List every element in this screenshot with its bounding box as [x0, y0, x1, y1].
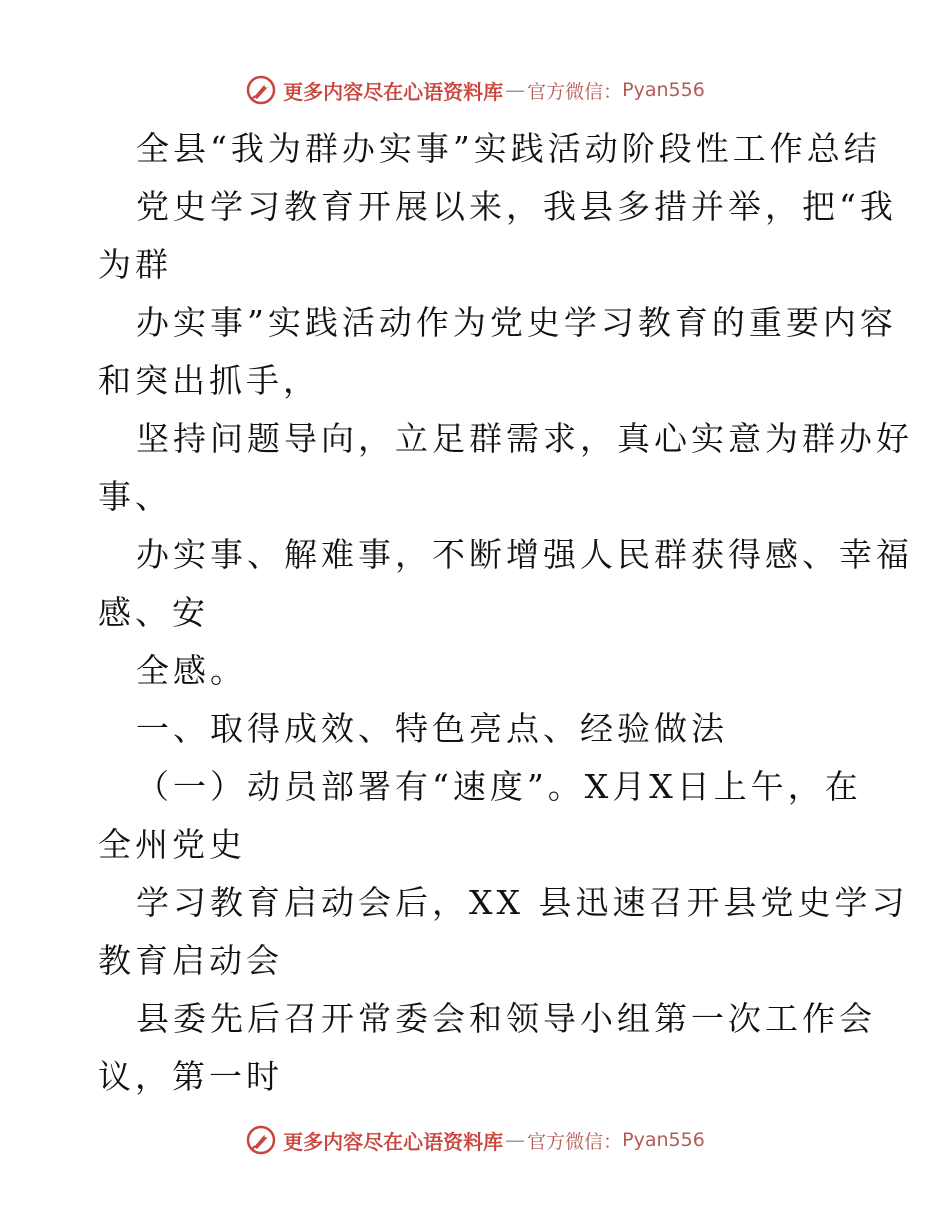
banner-handle: Pyan556	[622, 79, 705, 101]
body-line: 和突出抓手，	[98, 361, 320, 400]
banner-wechat-label: 官方微信：	[527, 80, 623, 103]
pen-nib-logo-icon	[245, 1124, 277, 1156]
subsection-heading-line: （一）动员部署有“速度”。X月X日上午，在	[136, 767, 862, 806]
header-watermark-banner	[0, 70, 950, 110]
body-line: 全感。	[136, 651, 247, 690]
body-line: 为群	[98, 245, 172, 284]
body-line: 学习教育启动会后，XX 县迅速召开县党史学习	[136, 883, 909, 922]
body-line: 县委先后召开常委会和领导小组第一次工作会	[136, 999, 876, 1038]
document-title: 全县“我为群办实事”实践活动阶段性工作总结	[136, 129, 881, 168]
body-line: 事、	[98, 477, 172, 516]
body-line: 教育启动会	[98, 941, 283, 980]
body-line: 办实事”实践活动作为党史学习教育的重要内容	[136, 303, 897, 342]
body-line: 议，第一时	[98, 1057, 283, 1096]
body-line: 党史学习教育开展以来，我县多措并举，把“我	[136, 187, 897, 226]
section-heading: 一、取得成效、特色亮点、经验做法	[136, 709, 728, 748]
pen-nib-logo-icon	[245, 74, 277, 106]
body-line: 全州党史	[98, 825, 246, 864]
banner-handle: Pyan556	[622, 1129, 705, 1151]
body-line: 坚持问题导向，立足群需求，真心实意为群办好	[136, 419, 913, 458]
body-line: 办实事、解难事，不断增强人民群获得感、幸福	[136, 535, 913, 574]
banner-wechat-label: 官方微信：	[527, 1130, 623, 1153]
banner-separator: —	[505, 78, 526, 102]
banner-site-text: 更多内容尽在心语资料库	[283, 79, 504, 104]
banner-site-text: 更多内容尽在心语资料库	[283, 1129, 504, 1154]
body-line: 感、安	[98, 593, 209, 632]
document-body	[98, 120, 913, 1106]
banner-separator: —	[505, 1128, 526, 1152]
footer-watermark-banner	[0, 1120, 950, 1160]
